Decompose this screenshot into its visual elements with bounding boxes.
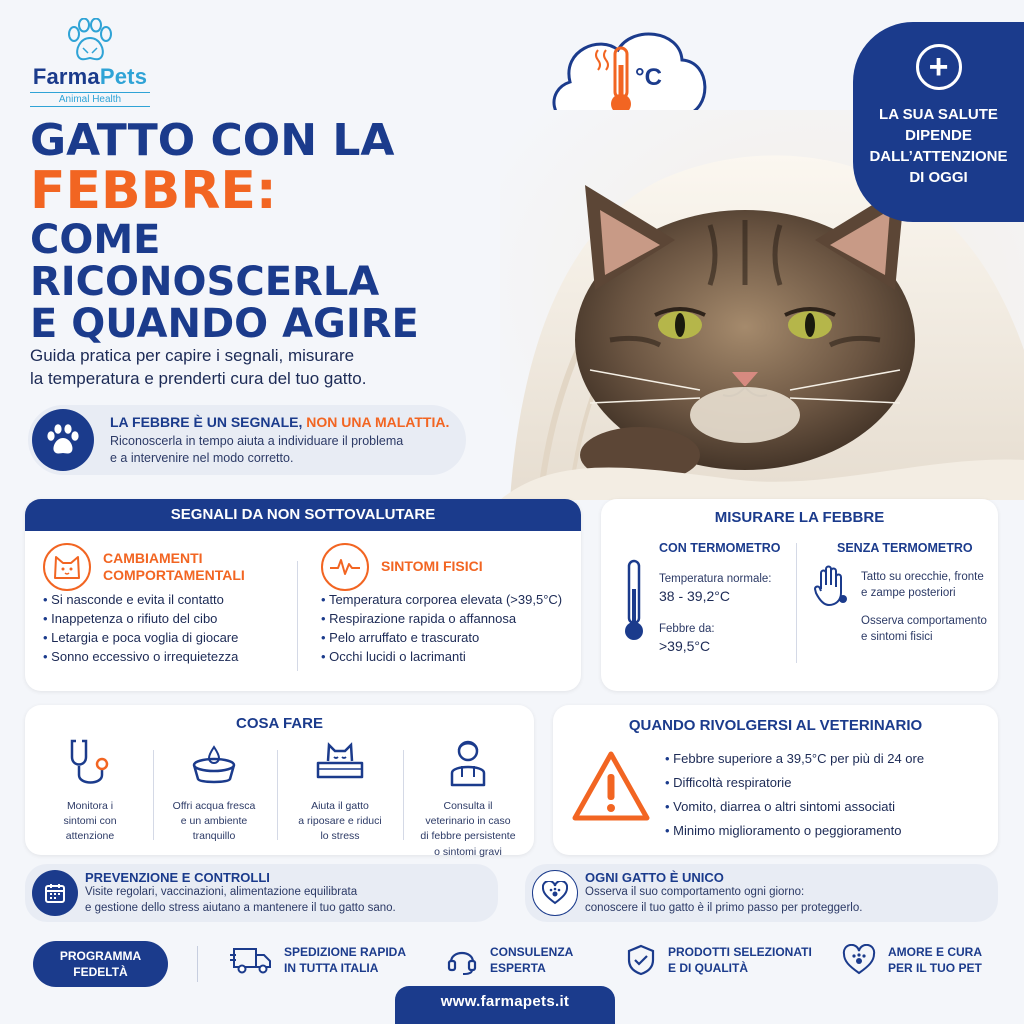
- shield-check-icon: [626, 944, 656, 976]
- list-item: • Febbre superiore a 39,5°C per più di 24 ore: [665, 747, 924, 771]
- page-title: [30, 115, 510, 347]
- signs-card-title: SEGNALI DA NON SOTTOVALUTARE: [25, 499, 581, 531]
- medical-cross-icon: +: [916, 44, 962, 90]
- list-item: • Difficoltà respiratorie: [665, 771, 924, 795]
- todo-item-water: Offri acqua fresca e un ambiente tranquillo: [155, 735, 273, 845]
- todo-item-monitor: Monitora i sintomi con attenzione: [31, 735, 149, 845]
- list-item: • Si nasconde e evita il contatto: [43, 591, 238, 610]
- unique-text: Osserva il suo comportamento ogni giorno: conoscere il tuo gatto è il primo passo per proteggerlo.: [585, 885, 863, 914]
- unique-banner: [525, 864, 998, 922]
- without-thermometer-title: SENZA TERMOMETRO: [837, 541, 973, 555]
- physical-list: [321, 591, 562, 666]
- cat-face-icon: [43, 543, 91, 591]
- with-thermometer-title: CON TERMOMETRO: [659, 541, 781, 555]
- logo-name: FarmaPets: [32, 64, 148, 89]
- feature-quality: PRODOTTI SELEZIONATI E DI QUALITÀ: [626, 944, 812, 976]
- behavior-title: CAMBIAMENTI COMPORTAMENTALI: [103, 549, 245, 583]
- thermometer-icon: [623, 559, 645, 643]
- list-item: • Temperatura corporea elevata (>39,5°C): [321, 591, 562, 610]
- todo-card: [25, 705, 534, 858]
- todo-item-rest: Aiuta il gatto a riposare e riduci lo stress: [281, 735, 399, 845]
- fever-note-banner: [28, 405, 466, 475]
- todo-item-vet: Consulta il veterinario in caso di febbre persistente o sintomi gravi: [409, 735, 527, 860]
- prevention-title: PREVENZIONE E CONTROLLI: [85, 869, 270, 885]
- celsius-label: °C: [635, 64, 662, 91]
- measure-card-title: MISURARE LA FEBBRE: [714, 509, 885, 526]
- title-line-3: COME RICONOSCERLA: [30, 216, 380, 305]
- heart-paw-icon: [842, 944, 876, 976]
- prevention-banner: [25, 864, 498, 922]
- hand-touch-icon: [813, 565, 849, 607]
- warning-icon: [571, 750, 651, 824]
- list-item: • Letargia e poca voglia di giocare: [43, 629, 238, 648]
- touch-tip: Tatto su orecchie, fronte e zampe posteriori: [861, 571, 984, 600]
- prevention-text: Visite regolari, vaccinazioni, alimentazione equilibrata e gestione dello stress aiutano a mantenere il tuo gatto sano.: [85, 885, 396, 914]
- feature-shipping: SPEDIZIONE RAPIDA IN TUTTA ITALIA: [230, 944, 406, 976]
- measure-card: [601, 499, 998, 691]
- stethoscope-icon: [62, 735, 118, 791]
- delivery-truck-icon: [230, 945, 272, 975]
- todo-card-title: COSA FARE: [236, 715, 323, 732]
- list-item: • Occhi lucidi o lacrimanti: [321, 648, 562, 667]
- paw-icon: [32, 409, 94, 471]
- list-item: • Inappetenza o rifiuto del cibo: [43, 610, 238, 629]
- physical-title: SINTOMI FISICI: [381, 558, 483, 575]
- calendar-icon: [32, 870, 78, 916]
- brand-logo[interactable]: [30, 18, 150, 107]
- heartbeat-icon: [321, 543, 369, 591]
- fever-temp-value: >39,5°C: [659, 638, 711, 654]
- fever-note-text: Riconoscerla in tempo aiuta a individuare il problema e a intervenire nel modo corretto.: [110, 433, 404, 465]
- unique-title: OGNI GATTO È UNICO: [585, 869, 724, 885]
- normal-temp-value: 38 - 39,2°C: [659, 588, 730, 604]
- list-item: • Minimo miglioramento o peggioramento: [665, 819, 924, 843]
- title-line-1: GATTO CON LA: [30, 115, 395, 166]
- cat-bed-icon: [312, 735, 368, 791]
- feature-consulting: CONSULENZA ESPERTA: [446, 944, 573, 976]
- normal-temp-label: Temperatura normale:: [659, 573, 772, 585]
- headset-icon: [446, 944, 478, 976]
- logo-subtitle: Animal Health: [30, 92, 150, 107]
- water-bowl-icon: [186, 735, 242, 791]
- health-badge: + LA SUA SALUTE DIPENDE DALL’ATTENZIONE DI OGGI: [853, 22, 1024, 222]
- signs-card: [25, 499, 581, 691]
- loyalty-program-button[interactable]: PROGRAMMA FEDELTÀ: [33, 941, 168, 987]
- list-item: • Vomito, diarrea o altri sintomi associati: [665, 795, 924, 819]
- feature-care: AMORE E CURA PER IL TUO PET: [842, 944, 982, 976]
- title-line-4: E QUANDO AGIRE: [30, 300, 419, 347]
- veterinarian-icon: [440, 735, 496, 791]
- vet-card-title: QUANDO RIVOLGERSI AL VETERINARIO: [628, 717, 923, 734]
- list-item: • Respirazione rapida o affannosa: [321, 610, 562, 629]
- title-line-2: FEBBRE:: [30, 161, 277, 222]
- website-link[interactable]: www.farmapets.it: [395, 986, 615, 1024]
- paw-logo-icon: [64, 18, 116, 64]
- heart-paw-icon: [532, 870, 578, 916]
- vet-list: [665, 747, 924, 843]
- fever-note-heading: LA FEBBRE È UN SEGNALE, NON UNA MALATTIA.: [110, 413, 450, 430]
- list-item: • Sonno eccessivo o irrequietezza: [43, 648, 238, 667]
- page-subtitle: Guida pratica per capire i segnali, misurare la temperatura e prenderti cura del tuo gatto.: [30, 346, 367, 388]
- list-item: • Pelo arruffato e trascurato: [321, 629, 562, 648]
- behavior-list: [43, 591, 238, 666]
- observe-tip: Osserva comportamento e sintomi fisici: [861, 615, 987, 644]
- fever-temp-label: Febbre da:: [659, 623, 715, 635]
- vet-card: [553, 705, 998, 855]
